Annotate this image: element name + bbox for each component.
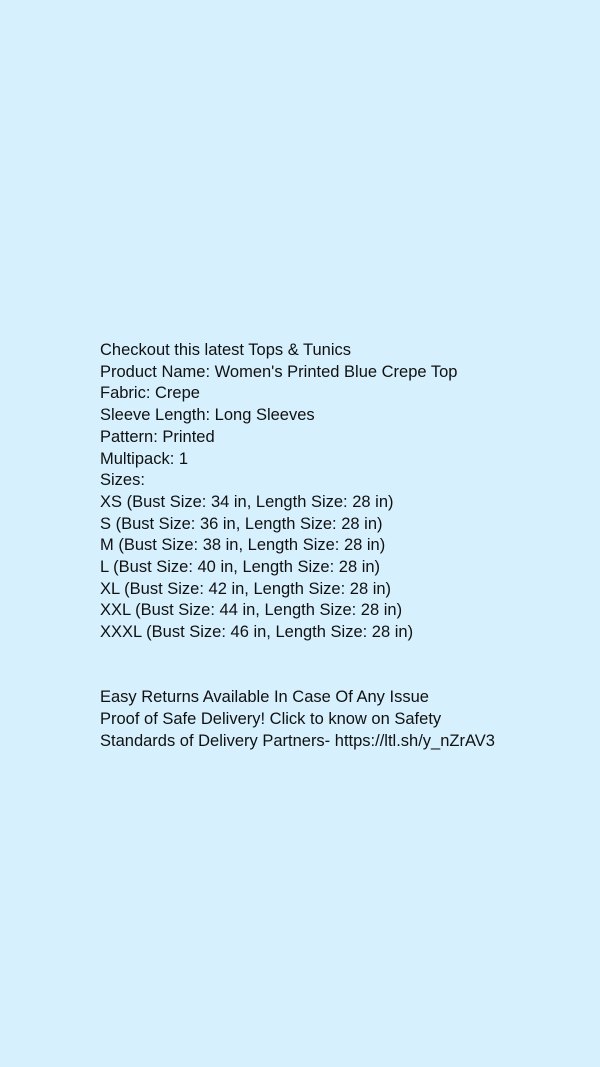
product-description — [100, 340, 580, 752]
returns-text: Easy Returns Available In Case Of Any Issue — [100, 688, 429, 707]
sleeve-length-text: Sleeve Length: Long Sleeves — [100, 406, 315, 425]
size-xxxl: XXXL (Bust Size: 46 in, Length Size: 28 in) — [100, 623, 414, 642]
product-name: Product Name: Women's Printed Blue Crepe Top — [100, 362, 458, 381]
pattern-text: Pattern: Printed — [100, 427, 215, 446]
size-xxl: XXL (Bust Size: 44 in, Length Size: 28 in) — [100, 601, 403, 620]
delivery-text-line1: Proof of Safe Delivery! Click to know on Safety — [100, 709, 442, 728]
delivery-text-line2: Standards of Delivery Partners- https://ltl.sh/y_nZrAV3 — [100, 731, 495, 750]
size-xs: XS (Bust Size: 34 in, Length Size: 28 in) — [100, 492, 394, 511]
size-m: M (Bust Size: 38 in, Length Size: 28 in) — [100, 536, 386, 555]
section-spacer — [100, 644, 580, 687]
size-xl: XL (Bust Size: 42 in, Length Size: 28 in) — [100, 579, 392, 598]
multipack-text: Multipack: 1 — [100, 449, 189, 468]
size-s: S (Bust Size: 36 in, Length Size: 28 in) — [100, 514, 383, 533]
size-l: L (Bust Size: 40 in, Length Size: 28 in) — [100, 558, 381, 577]
sizes-heading: Sizes: — [100, 471, 145, 490]
intro-text: Checkout this latest Tops & Tunics — [100, 341, 351, 359]
fabric-text: Fabric: Crepe — [100, 384, 200, 403]
